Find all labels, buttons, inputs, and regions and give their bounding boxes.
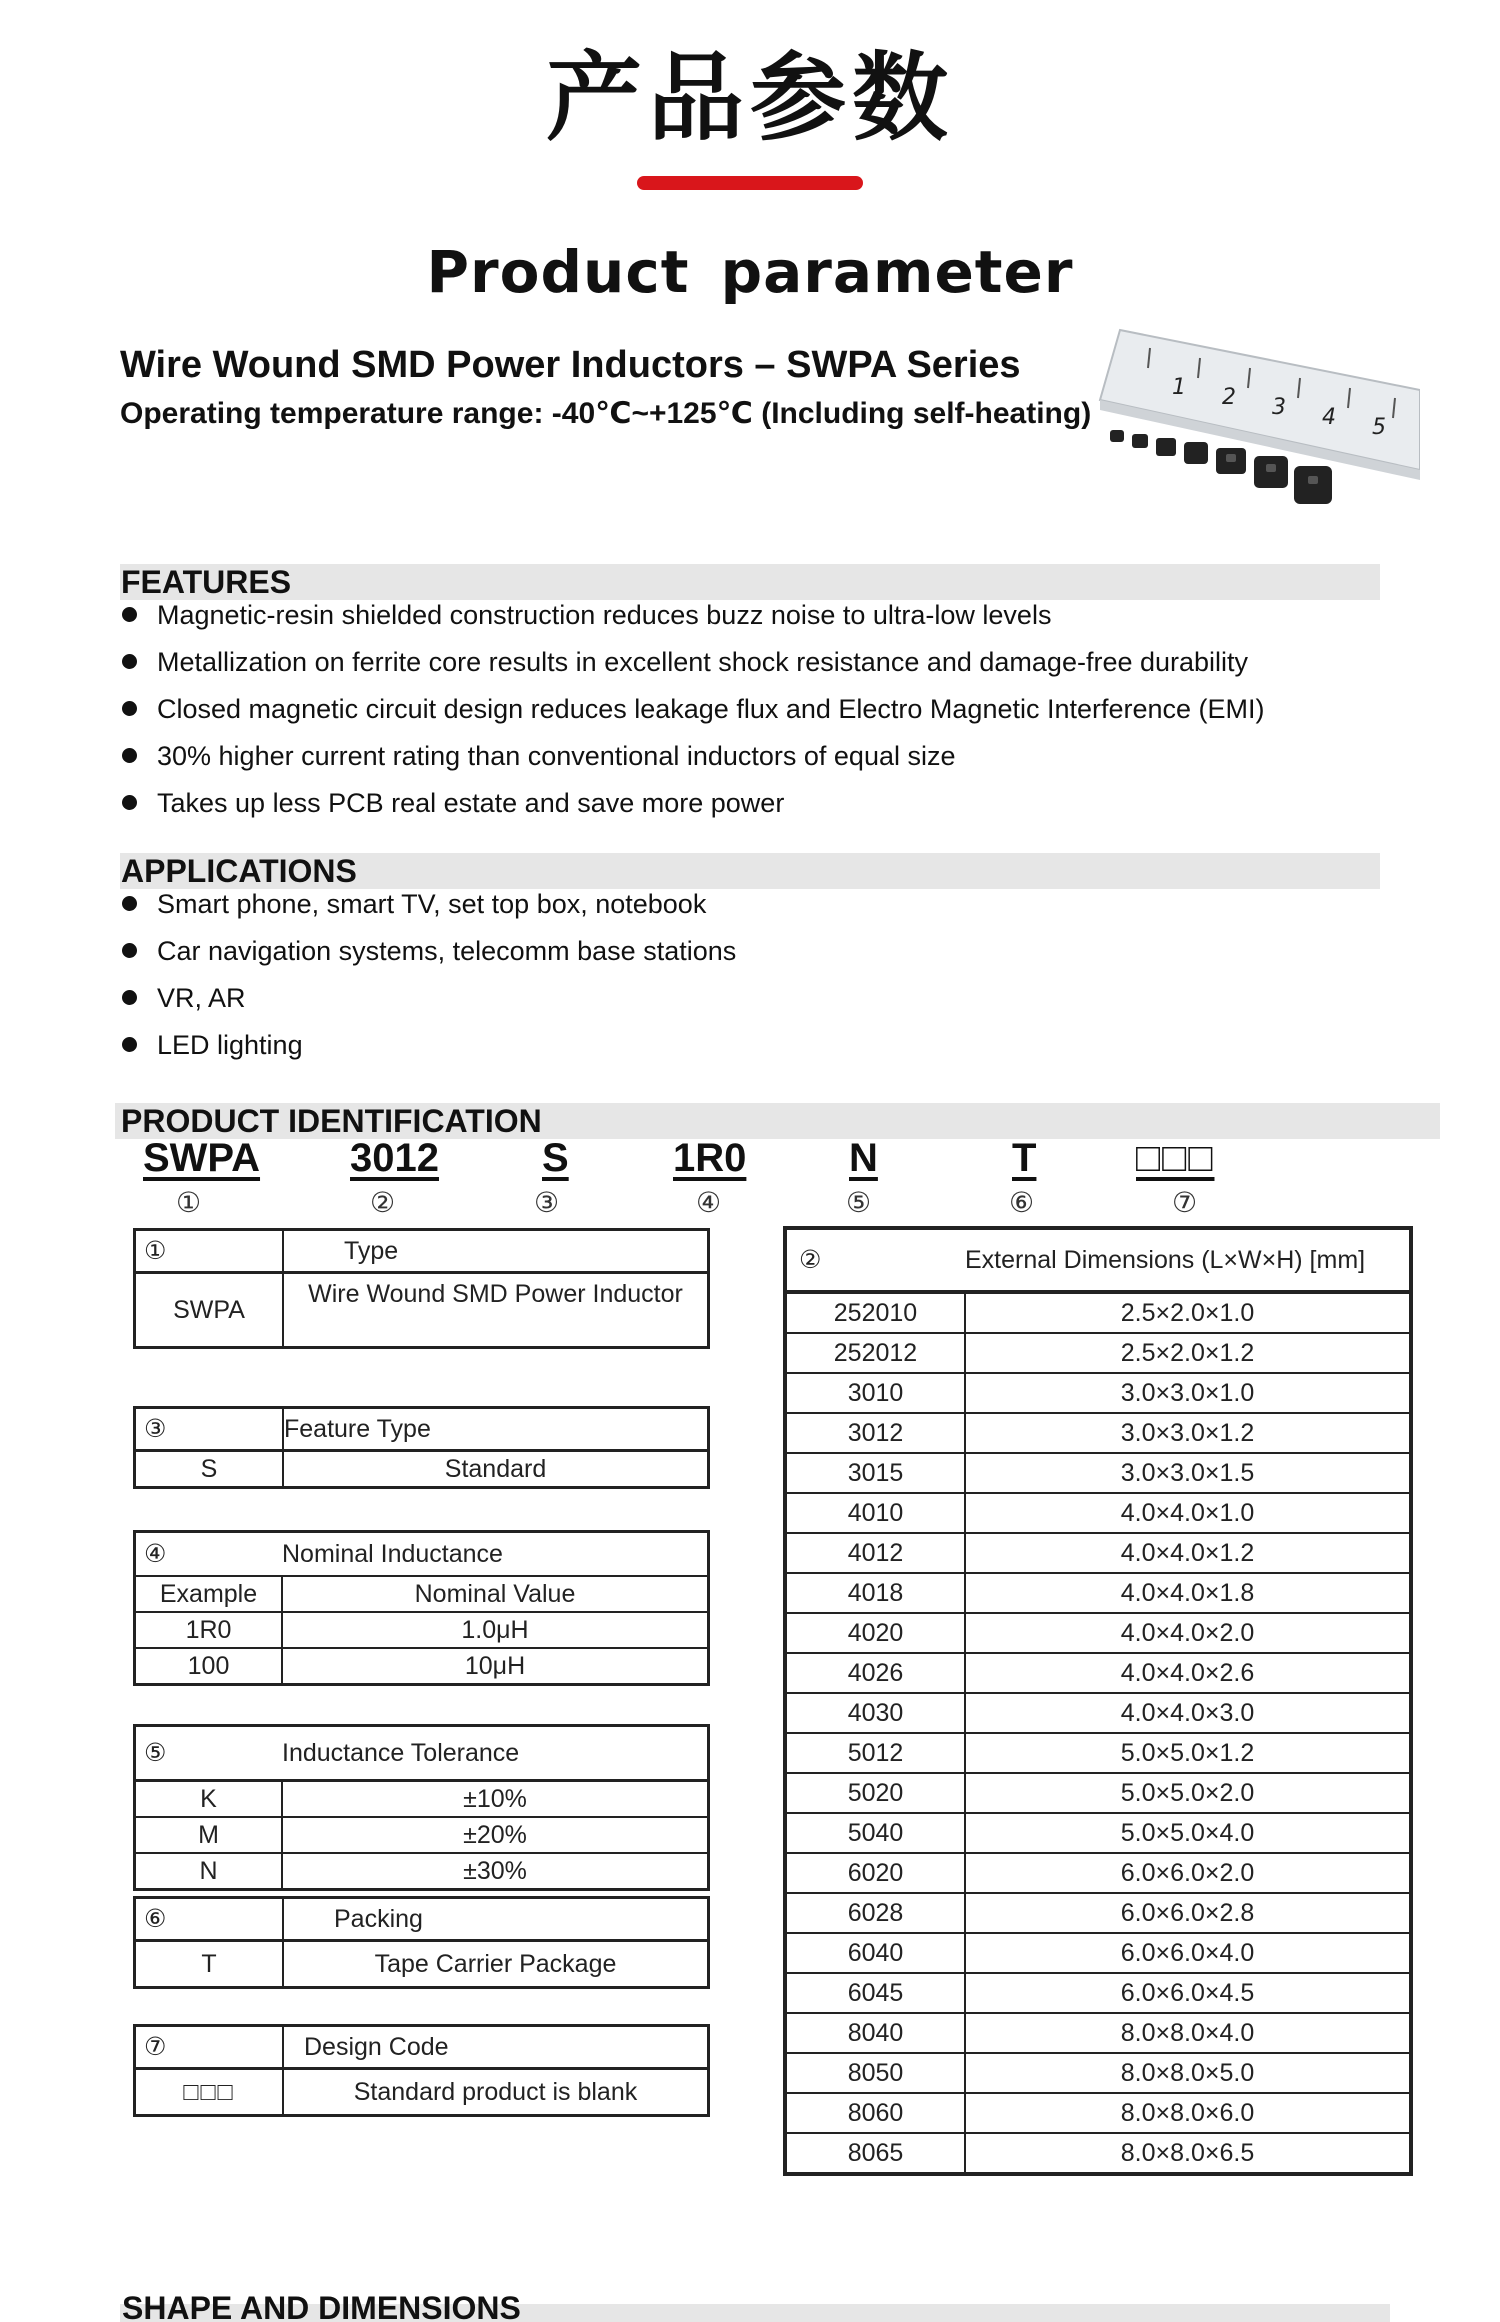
dimension-code: 4018 xyxy=(785,1573,965,1613)
tolerance-value: ±30% xyxy=(282,1853,709,1890)
packing-code: T xyxy=(135,1941,284,1988)
pid-num: ④ xyxy=(696,1187,722,1218)
application-item: LED lighting xyxy=(122,1028,303,1062)
packing-table xyxy=(133,1896,710,1989)
inductance-col-example: Example xyxy=(135,1576,283,1612)
dimension-value: 3.0×3.0×1.0 xyxy=(965,1373,1411,1413)
dimension-code: 4020 xyxy=(785,1613,965,1653)
applications-title: APPLICATIONS xyxy=(121,853,357,889)
bullet-icon xyxy=(122,1037,137,1052)
bullet-icon xyxy=(122,943,137,958)
shape-section-title: SHAPE AND DIMENSIONS xyxy=(122,2290,521,2322)
type-num: ① xyxy=(135,1230,284,1273)
inductance-value: 10μH xyxy=(282,1648,709,1685)
feature-type-table xyxy=(133,1406,710,1489)
feature-item: Closed magnetic circuit design reduces leakage flux and Electro Magnetic Interference (EMI) xyxy=(122,692,1265,726)
pid-code-tolerance: N xyxy=(849,1136,878,1180)
dimension-row xyxy=(785,2013,1411,2053)
ruler-mark: 2 xyxy=(1222,385,1236,410)
dimension-row xyxy=(785,1773,1411,1813)
dimension-code: 4030 xyxy=(785,1693,965,1733)
dimension-value: 4.0×4.0×1.0 xyxy=(965,1493,1411,1533)
dimension-row xyxy=(785,1813,1411,1853)
bullet-icon xyxy=(122,795,137,810)
tolerance-title: Inductance Tolerance xyxy=(282,1726,709,1781)
ruler-mark: 3 xyxy=(1272,395,1286,420)
inductance-value: 1.0μH xyxy=(282,1612,709,1648)
ruler-mark: 1 xyxy=(1172,375,1186,400)
identification-title: PRODUCT IDENTIFICATION xyxy=(121,1103,542,1139)
dimension-row xyxy=(785,1893,1411,1933)
dimension-code: 4012 xyxy=(785,1533,965,1573)
ruler-mark: 5 xyxy=(1372,415,1386,440)
pid-num: ⑦ xyxy=(1172,1187,1198,1218)
application-item: VR, AR xyxy=(122,981,246,1015)
inductance-code: 100 xyxy=(135,1648,283,1685)
packing-desc: Tape Carrier Package xyxy=(283,1941,709,1988)
pid-num: ① xyxy=(176,1187,202,1218)
dimension-value: 8.0×8.0×6.0 xyxy=(965,2093,1411,2133)
feature-item: Magnetic-resin shielded construction reduces buzz noise to ultra-low levels xyxy=(122,598,1051,632)
inductance-table xyxy=(133,1530,710,1686)
type-title: Type xyxy=(283,1230,709,1273)
dimension-value: 2.5×2.0×1.2 xyxy=(965,1333,1411,1373)
dimension-value: 6.0×6.0×2.8 xyxy=(965,1893,1411,1933)
pid-num: ② xyxy=(370,1187,396,1218)
tolerance-table xyxy=(133,1724,710,1891)
dimension-value: 3.0×3.0×1.2 xyxy=(965,1413,1411,1453)
dimension-row xyxy=(785,1453,1411,1493)
dimension-row xyxy=(785,1373,1411,1413)
dimension-code: 6028 xyxy=(785,1893,965,1933)
type-desc: Wire Wound SMD Power Inductor xyxy=(283,1273,709,1348)
packing-num: ⑥ xyxy=(135,1898,284,1941)
dimension-row xyxy=(785,1292,1411,1333)
feature-item: Takes up less PCB real estate and save more power xyxy=(122,786,784,820)
dimension-row xyxy=(785,1693,1411,1733)
packing-title: Packing xyxy=(283,1898,709,1941)
dimension-row xyxy=(785,1933,1411,1973)
tolerance-code: M xyxy=(135,1817,283,1853)
feature-type-num: ③ xyxy=(135,1408,284,1451)
dimension-code: 8040 xyxy=(785,2013,965,2053)
dimension-row xyxy=(785,1653,1411,1693)
feature-item: Metallization on ferrite core results in excellent shock resistance and damage-free durability xyxy=(122,645,1248,679)
feature-type-desc: Standard xyxy=(283,1451,709,1488)
dimension-code: 8065 xyxy=(785,2133,965,2174)
pid-code-series: SWPA xyxy=(143,1136,261,1180)
type-code: SWPA xyxy=(135,1273,284,1348)
pid-code-size: 3012 xyxy=(350,1136,439,1180)
inductance-title: Nominal Inductance xyxy=(282,1532,709,1577)
pid-num: ③ xyxy=(534,1187,560,1218)
dimension-value: 8.0×8.0×6.5 xyxy=(965,2133,1411,2174)
feature-type-title: Feature Type xyxy=(283,1408,709,1451)
tolerance-code: N xyxy=(135,1853,283,1890)
dimension-code: 5012 xyxy=(785,1733,965,1773)
feature-item: 30% higher current rating than conventional inductors of equal size xyxy=(122,739,956,773)
inductance-num: ④ xyxy=(135,1532,283,1577)
pid-code-design: □□□ xyxy=(1136,1136,1215,1180)
dimension-code: 8060 xyxy=(785,2093,965,2133)
inductance-code: 1R0 xyxy=(135,1612,283,1648)
dimension-value: 4.0×4.0×2.0 xyxy=(965,1613,1411,1653)
dimension-value: 4.0×4.0×1.2 xyxy=(965,1533,1411,1573)
dimension-value: 4.0×4.0×3.0 xyxy=(965,1693,1411,1733)
pid-num: ⑥ xyxy=(1009,1187,1035,1218)
bullet-icon xyxy=(122,701,137,716)
design-code-desc: Standard product is blank xyxy=(283,2069,709,2116)
bullet-icon xyxy=(122,990,137,1005)
tolerance-value: ±10% xyxy=(282,1781,709,1818)
bullet-icon xyxy=(122,896,137,911)
series-title: Wire Wound SMD Power Inductors – SWPA Series xyxy=(120,344,1021,386)
dimension-row xyxy=(785,2133,1411,2174)
dimension-row xyxy=(785,1573,1411,1613)
dimension-row xyxy=(785,1493,1411,1533)
title-accent-bar xyxy=(637,176,863,190)
dimension-code: 3015 xyxy=(785,1453,965,1493)
dimension-value: 4.0×4.0×1.8 xyxy=(965,1573,1411,1613)
design-code-table xyxy=(133,2024,710,2117)
page-title-en: Product parameter xyxy=(426,238,1074,306)
dimension-row xyxy=(785,2093,1411,2133)
tolerance-value: ±20% xyxy=(282,1817,709,1853)
dimension-row xyxy=(785,1733,1411,1773)
features-section-bar xyxy=(120,564,1380,600)
dimension-code: 4010 xyxy=(785,1493,965,1533)
dimension-value: 5.0×5.0×1.2 xyxy=(965,1733,1411,1773)
design-code-num: ⑦ xyxy=(135,2026,284,2069)
dimension-value: 8.0×8.0×5.0 xyxy=(965,2053,1411,2093)
application-item: Car navigation systems, telecomm base stations xyxy=(122,934,736,968)
dimension-value: 2.5×2.0×1.0 xyxy=(965,1292,1411,1333)
dimension-value: 8.0×8.0×4.0 xyxy=(965,2013,1411,2053)
design-code-code: □□□ xyxy=(135,2069,284,2116)
feature-type-code: S xyxy=(135,1451,284,1488)
dimension-code: 6040 xyxy=(785,1933,965,1973)
tolerance-num: ⑤ xyxy=(135,1726,283,1781)
dimension-row xyxy=(785,1613,1411,1653)
dimension-row xyxy=(785,1973,1411,2013)
operating-temperature: Operating temperature range: -40℃~+125℃ (Including self-heating) xyxy=(120,397,1092,430)
dimension-code: 5040 xyxy=(785,1813,965,1853)
dimension-value: 6.0×6.0×4.5 xyxy=(965,1973,1411,2013)
dimension-row xyxy=(785,1333,1411,1373)
pid-num: ⑤ xyxy=(846,1187,872,1218)
dimension-code: 5020 xyxy=(785,1773,965,1813)
dimension-row xyxy=(785,1853,1411,1893)
dimension-row xyxy=(785,1533,1411,1573)
dimensions-num: ② xyxy=(785,1228,965,1292)
features-title: FEATURES xyxy=(121,564,292,600)
design-code-title: Design Code xyxy=(283,2026,709,2069)
type-table xyxy=(133,1228,710,1349)
dimension-value: 5.0×5.0×2.0 xyxy=(965,1773,1411,1813)
dimension-code: 252012 xyxy=(785,1333,965,1373)
dimension-value: 3.0×3.0×1.5 xyxy=(965,1453,1411,1493)
dimension-code: 6045 xyxy=(785,1973,965,2013)
application-item: Smart phone, smart TV, set top box, notebook xyxy=(122,887,706,921)
bullet-icon xyxy=(122,607,137,622)
product-ruler-image xyxy=(1090,320,1420,520)
dimensions-title: External Dimensions (L×W×H) [mm] xyxy=(965,1228,1411,1292)
pid-code-inductance: 1R0 xyxy=(673,1136,747,1180)
dimension-code: 252010 xyxy=(785,1292,965,1333)
page-title-cn: 产品参数 xyxy=(546,42,954,154)
dimension-code: 3010 xyxy=(785,1373,965,1413)
dimension-code: 6020 xyxy=(785,1853,965,1893)
dimension-code: 3012 xyxy=(785,1413,965,1453)
dimension-row xyxy=(785,1413,1411,1453)
dimension-code: 8050 xyxy=(785,2053,965,2093)
dimension-value: 6.0×6.0×4.0 xyxy=(965,1933,1411,1973)
pid-code-feature: S xyxy=(542,1136,569,1180)
inductance-col-value: Nominal Value xyxy=(282,1576,709,1612)
bullet-icon xyxy=(122,748,137,763)
dimension-row xyxy=(785,2053,1411,2093)
dimensions-rows xyxy=(785,1292,1411,2174)
dimension-value: 5.0×5.0×4.0 xyxy=(965,1813,1411,1853)
dimension-code: 4026 xyxy=(785,1653,965,1693)
dimension-value: 6.0×6.0×2.0 xyxy=(965,1853,1411,1893)
tolerance-code: K xyxy=(135,1781,283,1818)
dimension-value: 4.0×4.0×2.6 xyxy=(965,1653,1411,1693)
dimensions-table xyxy=(783,1226,1413,2176)
ruler-mark: 4 xyxy=(1322,405,1336,430)
bullet-icon xyxy=(122,654,137,669)
pid-code-packing: T xyxy=(1012,1136,1037,1180)
